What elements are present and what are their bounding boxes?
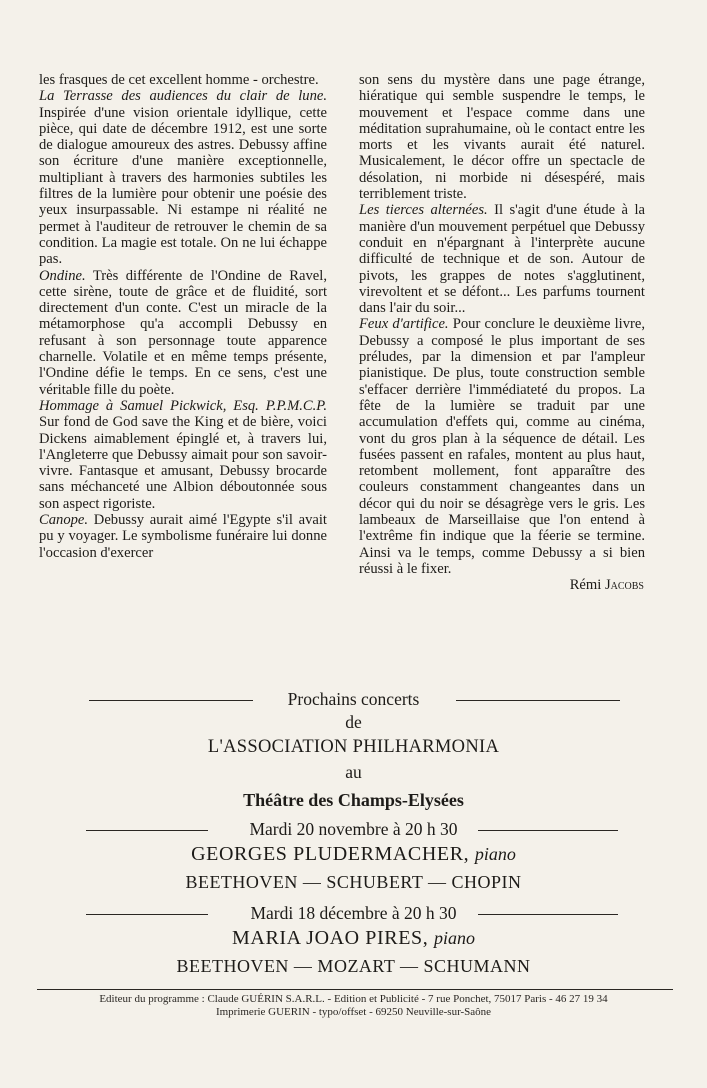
- paragraph: Ondine. Très différente de l'Ondine de Ravel, cette sirène, toute de grâce et de fluidité, sort directement d'un conte. C'est un miracle de la métamorphose qu'a accompli Debussy en refusant à son personnage toute apparence charnelle. Volatile et en même temps présente, l'Ondine défie le temps. En ce sens, c'est une véritable fille du poète.: [39, 267, 327, 398]
- event-program: BEETHOVEN — MOZART — SCHUMANN: [176, 956, 531, 976]
- paragraph: son sens du mystère dans une page étrange, hiératique qui semble suspendre le temps, le mouvement et l'espace comme dans une méditation suprahumaine, où le contact entre les morts et les vivants aurait été naturel. Musicalement, le décor offre un spectacle de désolation, ni morbide ni désespéré, mais terriblement triste.: [359, 72, 645, 203]
- paragraph: Hommage à Samuel Pickwick, Esq. P.P.M.C.P. Sur fond de God save the King et de bière, voici Dickens aimablement épinglé et, à travers lui, l'Angleterre que Debussy aimait pour son savoir-vivre. Fantasque et amusant, Debussy brocarde sans méchanceté une Albion déboutonnée sous son aspect rigoriste.: [39, 397, 327, 512]
- paragraph: Canope. Debussy aurait aimé l'Egypte s'il avait pu y voyager. Le symbolisme funéraire lui donne l'occasion d'exercer: [39, 512, 327, 561]
- author-signature: Rémi Jacobs: [569, 577, 644, 594]
- publisher-footer: [0, 993, 707, 1019]
- event-date: Mardi 20 novembre à 20 h 30: [0, 818, 707, 840]
- paragraph: les frasques de cet excellent homme - orchestre.: [39, 72, 319, 88]
- venue-name: Théâtre des Champs-Elysées: [243, 790, 464, 810]
- footer-line: Imprimerie GUERIN - typo/offset - 69250 Neuville-sur-Saône: [215, 1006, 492, 1018]
- event-artist: MARIA JOAO PIRES, piano: [232, 927, 475, 949]
- article-column-right: [359, 72, 645, 594]
- article-column-left: [39, 72, 327, 561]
- footer-line: Editeur du programme : Claude GUÉRIN S.A.R.L. - Edition et Publicité - 7 rue Ponchet, 75017 Paris - 46 27 19 34: [99, 993, 608, 1005]
- concerts-heading: Prochains concerts: [0, 688, 707, 710]
- association-name: L'ASSOCIATION PHILHARMONIA: [207, 737, 500, 757]
- footer-divider: [37, 989, 673, 990]
- concerts-au: au: [345, 762, 362, 782]
- paragraph: La Terrasse des audiences du clair de lune. Inspirée d'une vision orientale idyllique, cette pièce, qui date de décembre 1912, est une sorte de dialogue amoureux des astres. Debussy affine son écriture d'une manière exceptionnelle, multipliant à travers des harmonies subtiles les filtres de la lumière pour obtenir une poésie des yeux insurpassable. Ni estampe ni réalité ne permet à l'auditeur de retrouver le chemin de sa condition. La magie est totale. On ne lui échappe pas.: [39, 88, 327, 268]
- event-program: BEETHOVEN — SCHUBERT — CHOPIN: [185, 872, 522, 892]
- concerts-de: de: [345, 712, 362, 732]
- event-artist: GEORGES PLUDERMACHER, piano: [191, 843, 516, 865]
- upcoming-concerts: [0, 688, 707, 980]
- event-date: Mardi 18 décembre à 20 h 30: [0, 902, 707, 924]
- paragraph: Les tierces alternées. Il s'agit d'une étude à la manière d'un mouvement perpétuel que Debussy conduit en n'épargnant à l'interprète aucune difficulté de technique et de son. Autour de pivots, les grappes de notes s'agglutinent, virevoltent et se défont... Les parfums tournent dans l'air du soir...: [359, 202, 645, 317]
- paragraph: Feux d'artifice. Pour conclure le deuxième livre, Debussy a composé le plus important de ses préludes, par la dimension et par l'ampleur pianistique. De plus, toute construction semble s'effacer derrière l'immédiateté du propos. La fête de la lumière se traduit par une accumulation d'effets qui, comme au cinéma, vont du gros plan à la séquence de détail. Les fusées passent en rafales, montent au plus haut, retombent mollement, font apparaître des couleurs constamment changeantes dans un décor qui du noir se désagrège vers le gris. Les lambeaux de Marseillaise que l'on entend à l'extrême fin indique que la féerie se termine. Ainsi va le temps, comme Debussy a si bien réussi à le fixer.: [359, 316, 646, 577]
